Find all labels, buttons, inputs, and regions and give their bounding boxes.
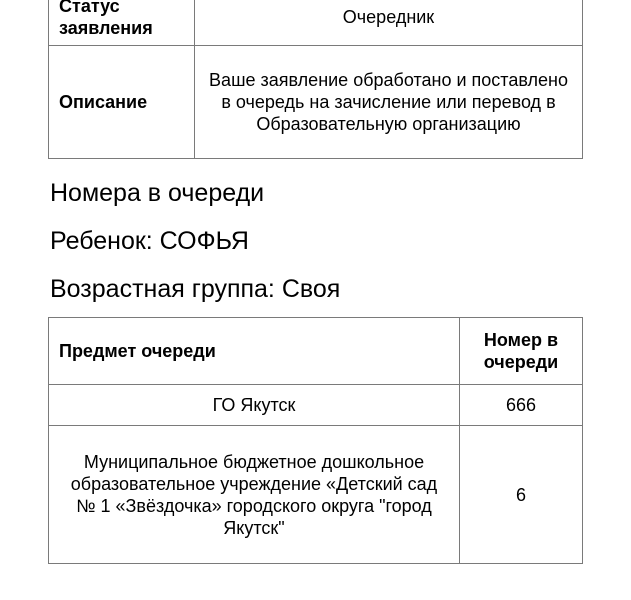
- table-row: [49, 426, 583, 564]
- header-queue-number: Номер в очереди: [460, 318, 583, 385]
- queue-table-header: [49, 318, 583, 385]
- header-queue-subject: Предмет очереди: [49, 318, 460, 385]
- age-group: Возрастная группа: Своя: [50, 275, 341, 303]
- description-row: [49, 46, 583, 159]
- queue-subject: ГО Якутск: [49, 385, 460, 426]
- queue-subject: Муниципальное бюджетное дошкольное образовательное учреждение «Детский сад № 1 «Звёздочка» городского округа "город Якутск": [49, 426, 460, 564]
- child-name: Ребенок: СОФЬЯ: [50, 227, 249, 255]
- table-row: [49, 385, 583, 426]
- status-value: Очередник: [195, 0, 583, 46]
- description-label: Описание: [49, 46, 195, 159]
- status-label: Статус заявления: [49, 0, 195, 46]
- status-row: [49, 0, 583, 46]
- application-status-table: [48, 0, 583, 159]
- queue-numbers-heading: Номера в очереди: [50, 179, 265, 207]
- queue-number: 666: [460, 385, 583, 426]
- description-value: Ваше заявление обработано и поставлено в очередь на зачисление или перевод в Образовательную организацию: [195, 46, 583, 159]
- queue-number: 6: [460, 426, 583, 564]
- queue-table: [48, 317, 583, 564]
